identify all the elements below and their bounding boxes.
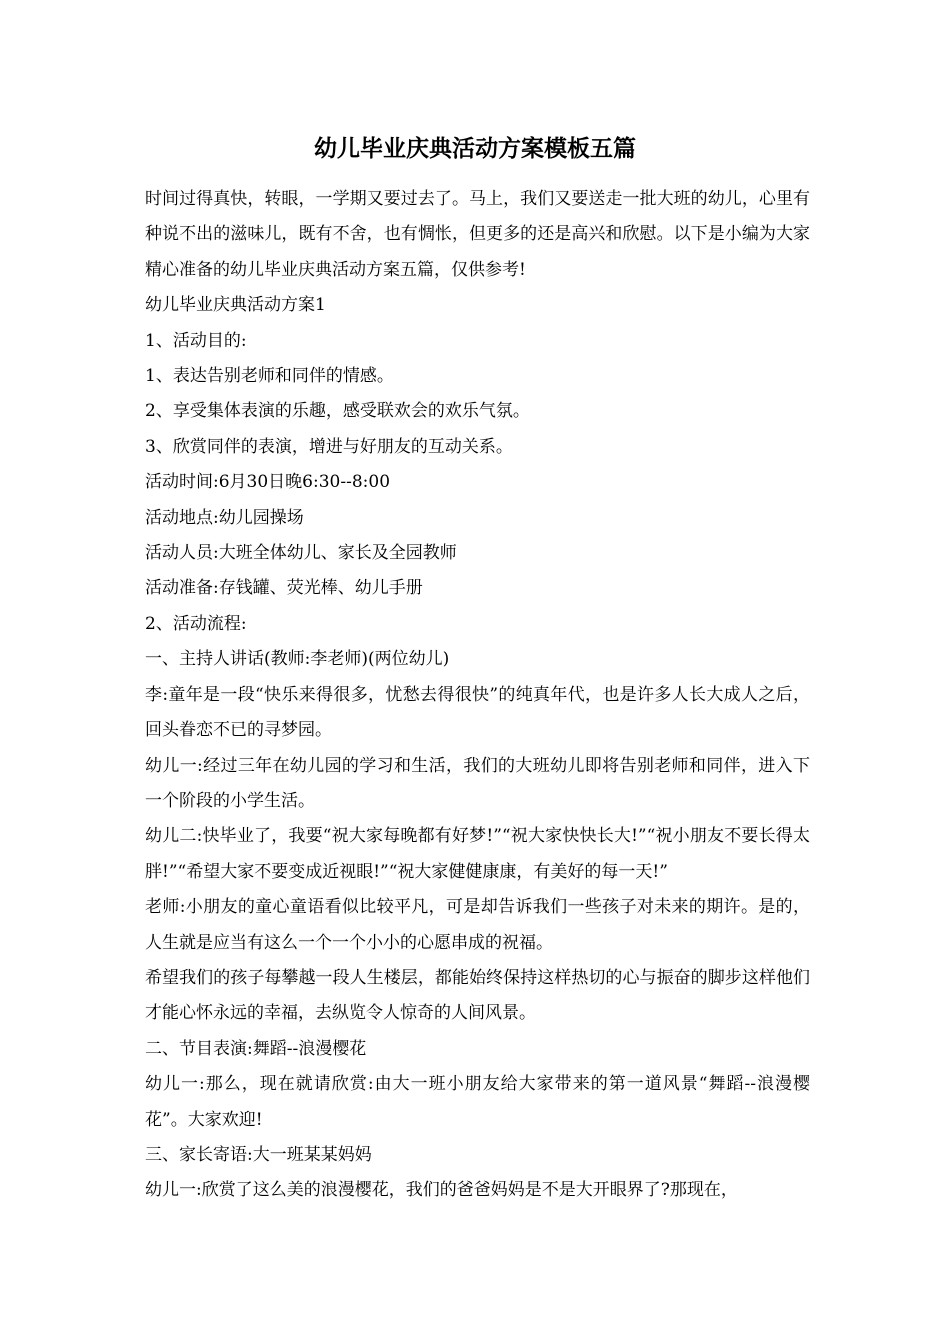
paragraph: 2、活动流程: (145, 613, 247, 634)
paragraph: 3、欣赏同伴的表演，增进与好朋友的互动关系。 (145, 436, 513, 457)
section-heading: 幼儿毕业庆典活动方案1 (145, 295, 326, 316)
paragraph: 1、表达告别老师和同伴的情感。 (145, 366, 394, 387)
paragraph: 幼儿一:欣赏了这么美的浪漫樱花，我们的爸爸妈妈是不是大开眼界了?那现在， (145, 1180, 738, 1201)
paragraph-intro: 时间过得真快，转眼，一学期又要过去了。马上，我们又要送走一批大班的幼儿，心里有种说不出的滋味儿，既有不舍，也有惆怅，但更多的还是高兴和欣慰。以下是小编为大家精心准备的幼儿毕业庆典活动方案五篇，仅供参考! (145, 189, 810, 280)
paragraph: 三、家长寄语:大一班某某妈妈 (145, 1144, 372, 1165)
document-title: 幼儿毕业庆典活动方案模板五篇 (314, 135, 636, 162)
paragraph: 活动地点:幼儿园操场 (145, 507, 304, 528)
paragraph: 希望我们的孩子每攀越一段人生楼层，都能始终保持这样热切的心与振奋的脚步这样他们才能心怀永远的幸福，去纵览令人惊奇的人间风景。 (145, 967, 810, 1024)
paragraph: 幼儿一:经过三年在幼儿园的学习和生活，我们的大班幼儿即将告别老师和同伴，进入下一个阶段的小学生活。 (145, 755, 810, 811)
paragraph: 老师:小朋友的童心童语看似比较平凡，可是却告诉我们一些孩子对未来的期许。是的，人生就是应当有这么一个一个小小的心愿串成的祝福。 (145, 897, 810, 953)
paragraph: 李:童年是一段“快乐来得很多，忧愁去得很快”的纯真年代，也是许多人长大成人之后，回头眷恋不已的寻梦园。 (145, 684, 810, 741)
paragraph: 活动时间:6月30日晚6:30--8:00 (145, 472, 391, 493)
paragraph: 二、节目表演:舞蹈--浪漫樱花 (145, 1038, 367, 1059)
paragraph: 幼儿一:那么，现在就请欣赏:由大一班小朋友给大家带来的第一道风景“舞蹈--浪漫樱花”。大家欢迎! (145, 1074, 810, 1130)
paragraph: 一、主持人讲话(教师:李老师)(两位幼儿) (145, 649, 450, 670)
paragraph: 活动准备:存钱罐、荧光棒、幼儿手册 (145, 578, 423, 599)
paragraph: 活动人员:大班全体幼儿、家长及全园教师 (145, 543, 457, 564)
paragraph: 幼儿二:快毕业了，我要“祝大家每晚都有好梦!”“祝大家快快长大!”“祝小朋友不要长得太胖!”“希望大家不要变成近视眼!”“祝大家健健康康，有美好的每一天!” (145, 826, 810, 882)
paragraph: 2、享受集体表演的乐趣，感受联欢会的欢乐气氛。 (145, 401, 530, 422)
document-body (145, 182, 810, 1209)
paragraph: 1、活动目的: (145, 330, 247, 351)
